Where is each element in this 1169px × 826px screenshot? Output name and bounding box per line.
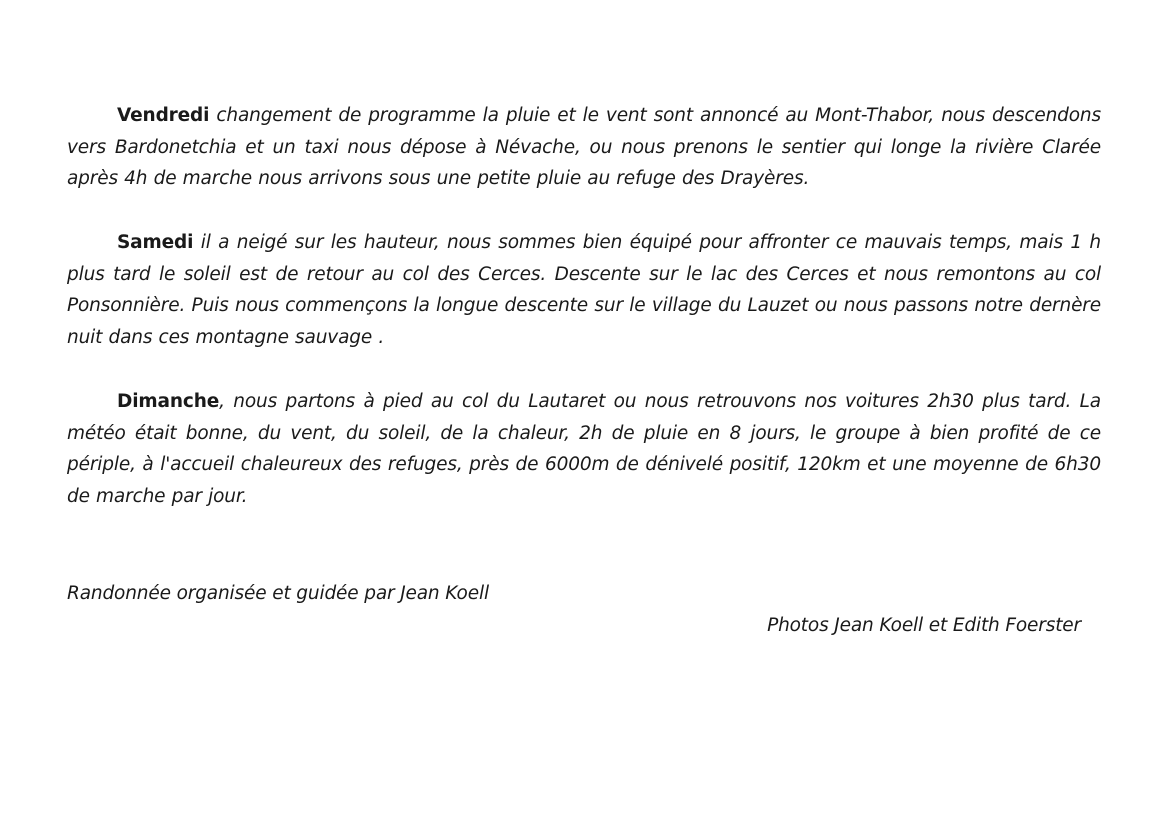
paragraph-saturday (67, 227, 1101, 354)
paragraph-lead-day: Dimanche (117, 391, 220, 412)
paragraph-sunday (67, 386, 1101, 513)
paragraph-lead-day: Vendredi (117, 105, 210, 126)
paragraph-lead-day: Samedi (117, 232, 194, 253)
organizer-credit: Randonnée organisée et guidée par Jean Koell (67, 583, 489, 604)
paragraph-body: , nous partons à pied au col du Lautaret ou nous retrouvons nos voitures 2h30 plus tard. La météo était bonne, du vent, du soleil, de la chaleur, 2h de pluie en 8 jours, le groupe à bien profité de ce périple, à l'accueil chaleureux des refuges, près de 6000m de dénivelé positif, 120km et une moyenne de 6h30 de marche par jour. (67, 391, 1101, 508)
paragraph-friday (67, 100, 1101, 195)
paragraph-body: il a neigé sur les hauteur, nous sommes bien équipé pour affronter ce mauvais temps, mais 1 h plus tard le soleil est de retour au col des Cerces. Descente sur le lac des Cerces et nous remontons au col Ponsonnière. Puis nous commençons la longue descente sur le village du Lauzet ou nous passons notre dernère nuit dans ces montagne sauvage . (67, 232, 1101, 349)
paragraph-body: changement de programme la pluie et le vent sont annoncé au Mont-Thabor, nous descendons vers Bardonetchia et un taxi nous dépose à Névache, ou nous prenons le sentier qui longe la rivière Clarée après 4h de marche nous arrivons sous une petite pluie au refuge des Drayères. (67, 105, 1101, 190)
photo-credit: Photos Jean Koell et Edith Foerster (767, 615, 1081, 636)
